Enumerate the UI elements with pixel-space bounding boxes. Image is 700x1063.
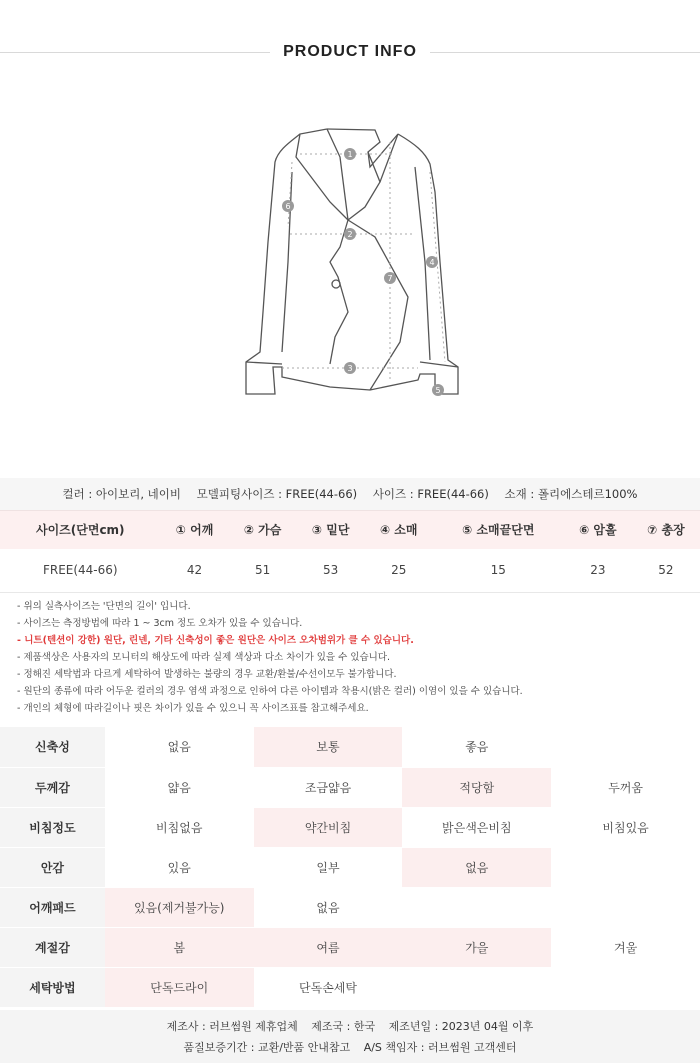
attr-option: 일부	[254, 847, 403, 887]
spec-summary	[0, 478, 700, 510]
attr-option: 단독손세탁	[254, 967, 403, 1007]
attr-option: 두꺼움	[551, 767, 700, 807]
footer-line-1	[0, 1016, 700, 1037]
footer-date: 제조년일 : 2023년 04월 이후	[388, 1020, 534, 1033]
size-cell: 15	[433, 549, 564, 593]
marker-6: 6	[285, 202, 291, 211]
size-header-cell: ⑥ 암홀	[564, 511, 632, 549]
footer-country: 제조국 : 한국	[311, 1020, 376, 1033]
attr-option	[551, 887, 700, 927]
size-table-row	[0, 549, 700, 593]
size-cell: 23	[564, 549, 632, 593]
attr-option-selected: 없음	[402, 847, 551, 887]
divider-left	[0, 52, 270, 53]
attr-row-thickness	[0, 767, 700, 807]
jacket-illustration	[230, 112, 470, 412]
size-cell: 42	[161, 549, 229, 593]
size-cell: FREE(44-66)	[0, 549, 161, 593]
marker-3: 3	[347, 364, 353, 373]
attr-option: 얇음	[105, 767, 254, 807]
note-item-warning: - 니트(텐션이 강한) 원단, 린넨, 기타 신축성이 좋은 원단은 사이즈 오차범위가 클 수 있습니다.	[17, 635, 414, 646]
attr-option-selected: 가을	[402, 927, 551, 967]
attr-option	[551, 967, 700, 1007]
note-item: - 개인의 체형에 따라길이나 핏은 차이가 있을 수 있으니 꼭 사이즈표를 참고해주세요.	[17, 703, 369, 714]
attr-label: 비침정도	[0, 807, 105, 847]
note-item: - 제품색상은 사용자의 모니터의 해상도에 따라 실제 색상과 다소 차이가 있을 수 있습니다.	[17, 652, 391, 663]
size-header-cell: ① 어깨	[161, 511, 229, 549]
attr-option-selected: 보통	[254, 727, 403, 767]
attr-option: 비침없음	[105, 807, 254, 847]
size-table	[0, 510, 700, 593]
attr-row-shoulder-pad	[0, 887, 700, 927]
section-header	[0, 0, 700, 105]
attr-option: 없음	[254, 887, 403, 927]
marker-7: 7	[387, 274, 393, 283]
size-header-cell: ③ 밑단	[297, 511, 365, 549]
attr-row-season	[0, 927, 700, 967]
attr-row-stretch	[0, 727, 700, 767]
attr-option-selected: 적당함	[402, 767, 551, 807]
section-title: PRODUCT INFO	[283, 43, 417, 60]
attr-option	[551, 847, 700, 887]
note-item: - 원단의 종류에 따라 어두운 컬러의 경우 염색 과정으로 인하여 다른 아이템과 착용시(밝은 컬러) 이염이 있을 수 있습니다.	[17, 686, 523, 697]
size-cell: 52	[632, 549, 700, 593]
attr-row-sheer	[0, 807, 700, 847]
marker-5: 5	[435, 386, 441, 395]
footer-maker: 제조사 : 러브썸원 제휴업체	[166, 1020, 298, 1033]
attr-option: 비침있음	[551, 807, 700, 847]
size-header-cell: ② 가슴	[229, 511, 297, 549]
size-notes	[17, 598, 687, 717]
spec-color: 컬러 : 아이보리, 네이비	[62, 487, 182, 501]
spec-material: 소재 : 폴리에스테르100%	[504, 487, 638, 501]
divider-right	[430, 52, 700, 53]
attr-option-selected: 약간비침	[254, 807, 403, 847]
footer-line-2	[0, 1037, 700, 1058]
size-header-cell: ⑦ 총장	[632, 511, 700, 549]
size-cell: 51	[229, 549, 297, 593]
spec-model-size: 모델피팅사이즈 : FREE(44-66)	[196, 487, 358, 501]
fabric-attribute-grid	[0, 727, 700, 1008]
attr-option: 좋음	[402, 727, 551, 767]
footer-warranty: 품질보증기간 : 교환/반품 안내참고	[183, 1041, 351, 1054]
note-item: - 정해진 세탁법과 다르게 세탁하여 발생하는 불량의 경우 교환/환불/수선이모두 불가합니다.	[17, 669, 397, 680]
attr-option: 조금얇음	[254, 767, 403, 807]
attr-option-selected: 단독드라이	[105, 967, 254, 1007]
note-item: - 위의 실측사이즈는 '단면의 길이' 입니다.	[17, 601, 191, 612]
attr-label: 신축성	[0, 727, 105, 767]
attr-option	[402, 967, 551, 1007]
marker-2: 2	[347, 230, 353, 239]
size-header-cell: 사이즈(단면cm)	[0, 511, 161, 549]
attr-option	[551, 727, 700, 767]
note-item: - 사이즈는 측정방법에 따라 1 ~ 3cm 정도 오차가 있을 수 있습니다.	[17, 618, 303, 629]
marker-4: 4	[429, 258, 435, 267]
attr-option-selected: 봄	[105, 927, 254, 967]
attr-option-selected: 여름	[254, 927, 403, 967]
size-table-header	[0, 511, 700, 549]
spec-size: 사이즈 : FREE(44-66)	[372, 487, 489, 501]
attr-option-selected: 있음(제거불가능)	[105, 887, 254, 927]
attr-label: 계절감	[0, 927, 105, 967]
attr-option: 밝은색은비침	[402, 807, 551, 847]
attr-label: 안감	[0, 847, 105, 887]
attr-label: 어깨패드	[0, 887, 105, 927]
attr-row-lining	[0, 847, 700, 887]
attr-label: 세탁방법	[0, 967, 105, 1007]
attr-option: 없음	[105, 727, 254, 767]
size-header-cell: ④ 소매	[365, 511, 433, 549]
marker-1: 1	[347, 150, 353, 159]
size-cell: 53	[297, 549, 365, 593]
size-cell: 25	[365, 549, 433, 593]
attr-label: 두께감	[0, 767, 105, 807]
size-header-cell: ⑤ 소매끝단면	[433, 511, 564, 549]
attr-option: 겨울	[551, 927, 700, 967]
footer-as: A/S 책임자 : 러브썸원 고객센터	[363, 1041, 517, 1054]
attr-row-washing	[0, 967, 700, 1007]
attr-option: 있음	[105, 847, 254, 887]
manufacturer-info	[0, 1010, 700, 1063]
attr-option	[402, 887, 551, 927]
